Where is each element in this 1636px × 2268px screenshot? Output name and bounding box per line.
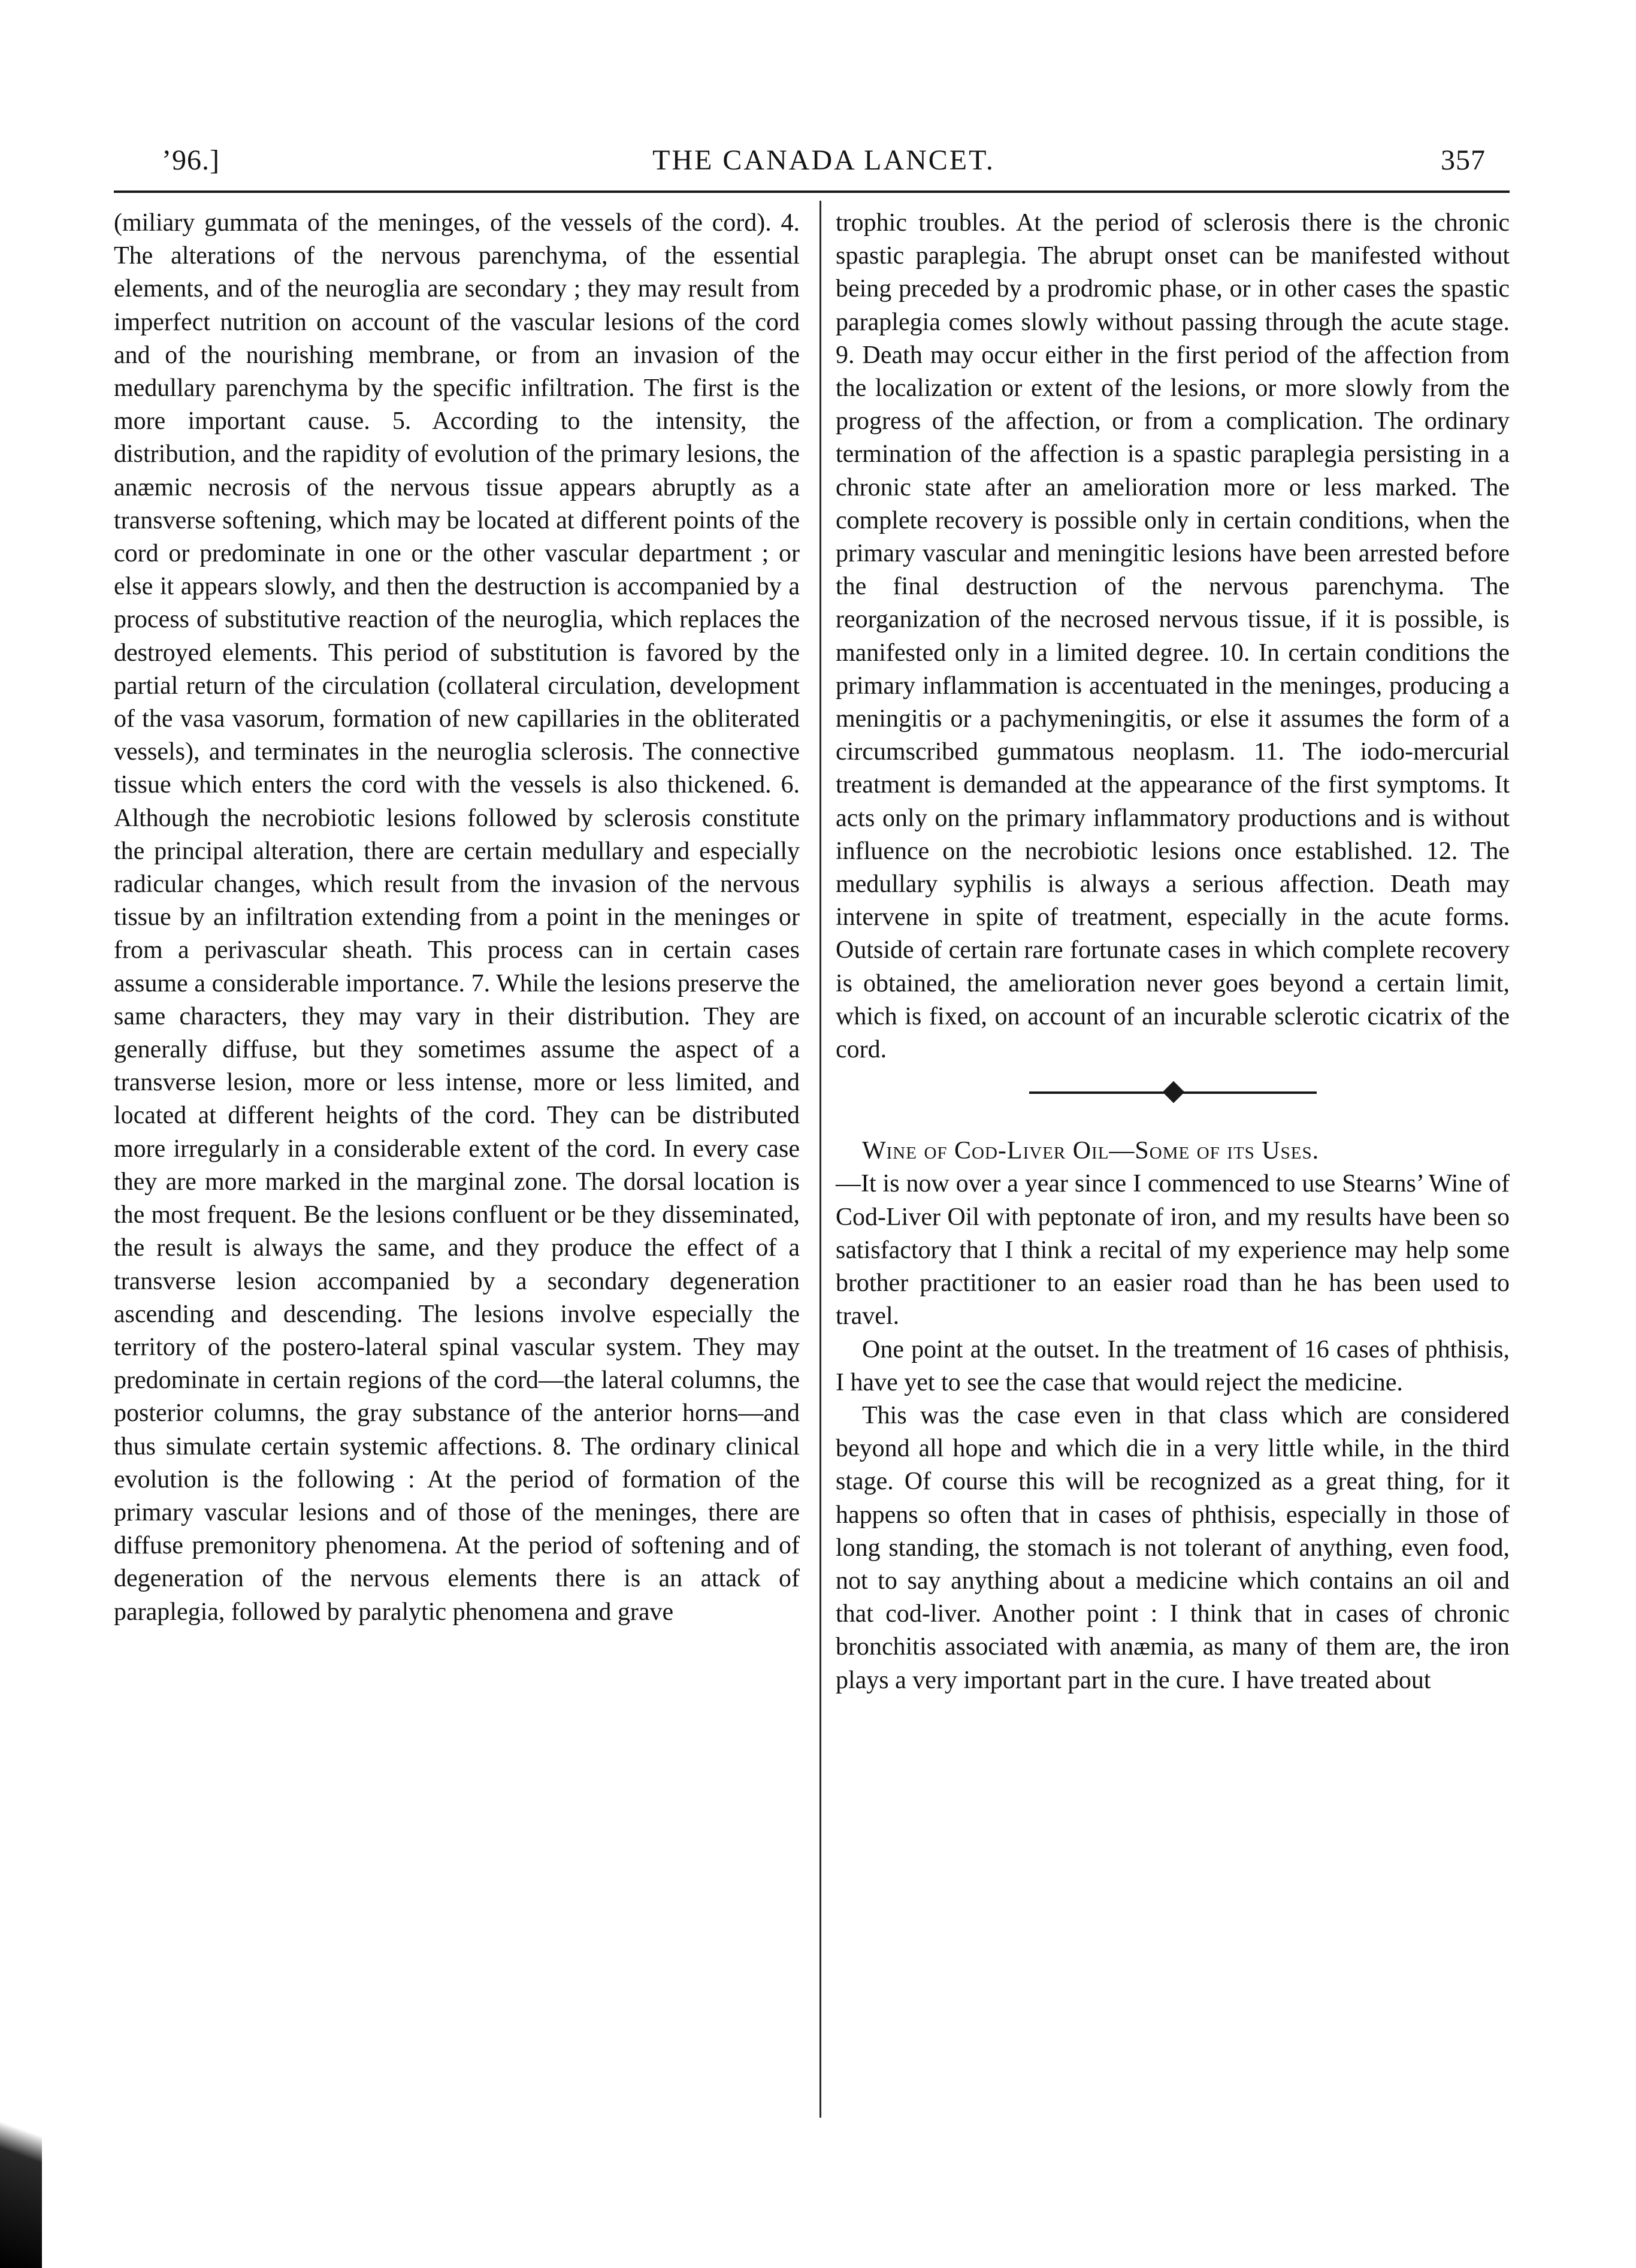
page-header (162, 144, 1486, 192)
right-column (836, 207, 1510, 1697)
left-column (114, 207, 800, 1629)
page-number: 357 (1441, 144, 1486, 176)
journal-title: THE CANADA LANCET. (652, 144, 995, 176)
separator-ornament (1162, 1081, 1184, 1103)
section-separator (1029, 1075, 1317, 1111)
scan-shadow-edge (0, 2016, 42, 2268)
article-paragraph-2: One point at the outset. In the treatment of 16 cases of phthisis, I have yet to see the case that would reject the medicine. (836, 1335, 1510, 1396)
article-title: Wine of Cod-Liver Oil—Some of its Uses. (862, 1137, 1320, 1165)
left-column-text: (miliary gummata of the meninges, of the vessels of the cord). 4. The alterations of the nervous parenchyma, of the essential elements, and of the neuroglia are secondary ; they may result from imperfect nutrition on account of the vascular lesions of the cord and of the nourishing membrane, or from an invasion of the medullary parenchyma by the specific infiltration. The first is the more important cause. 5. According to the intensity, the distribution, and the rapidity of evolution of the primary lesions, the anæmic necrosis of the nervous tissue appears abruptly as a transverse softening, which may be located at different points of the cord or predominate in one or the other vascular department ; or else it appears slowly, and then the destruction is accompanied by a process of substitutive reaction of the neuroglia, which replaces the destroyed elements. This period of substitution is favored by the partial return of the circulation (collateral circulation, development of the vasa vasorum, formation of new capillaries in the obliterated vessels), and terminates in the neuroglia sclerosis. The connective tissue which enters the cord with the vessels is also thickened. 6. Although the necrobiotic lesions followed by sclerosis constitute the principal alteration, there are certain medullary and especially radicular changes, which result from the invasion of the nervous tissue by an infiltration extending from a point in the meninges or from a perivascular sheath. This process can in certain cases assume a considerable importance. 7. While the lesions preserve the same characters, they may vary in their distribution. They are generally diffuse, but they sometimes assume the aspect of a transverse lesion, more or less intense, more or less limited, and located at different heights of the cord. They can be distributed more irregularly in a considerable extent of the cord. In every case they are more marked in the marginal zone. The dorsal location is the most frequent. Be the lesions confluent or be they disseminated, the result is always the same, and they produce the effect of a transverse lesion accompanied by a secondary degeneration ascending and descending. The lesions involve especially the territory of the postero-lateral spinal vascular system. They may predominate in certain regions of the cord—the lateral columns, the posterior columns, the gray substance of the anterior horns—and thus simulate certain systemic affections. 8. The ordinary clinical evolution is the following : At the period of formation of the primary vascular lesions and of those of the meninges, there are diffuse premonitory phenomena. At the period of softening and of degeneration of the nervous elements there is an attack of paraplegia, followed by paralytic phenomena and grave (114, 209, 800, 1626)
article-heading-paragraph (836, 1135, 1510, 1168)
header-rule (114, 190, 1510, 193)
continuation-text: trophic troubles. At the period of sclerosis there is the chronic spastic paraplegia. The abrupt onset can be manifested without being preceded by a prodromic phase, or in other cases the spastic paraplegia comes slowly without passing through the acute stage. 9. Death may occur either in the first period of the affection from the localization or extent of the lesions, or more slowly from the progress of the affection, or from a complication. The ordinary termination of the affection is a spastic paraplegia persisting in a chronic state after an amelioration more or less marked. The complete recovery is possible only in certain conditions, when the primary vascular and meningitic lesions have been arrested before the final destruction of the nervous parenchyma. The reorganization of the necrosed nervous tissue, if it is possible, is manifested only in a limited degree. 10. In certain conditions the primary inflammation is accentuated in the meninges, producing a meningitis or a pachymeningitis, or else it assumes the form of a circumscribed gummatous neoplasm. 11. The iodo-mercurial treatment is demanded at the appearance of the first symptoms. It acts only on the primary inflammatory productions and is without influence on the necrobiotic lesions once established. 12. The medullary syphilis is always a serious affection. Death may intervene in spite of treatment, especially in the acute forms. Outside of certain rare fortunate cases in which complete recovery is obtained, the amelioration never goes beyond a certain limit, which is fixed, on account of an incurable sclerotic cicatrix of the cord. (836, 209, 1510, 1064)
column-divider (819, 201, 821, 2118)
header-volume-mark: ’96.] (162, 144, 220, 176)
article-paragraph-3: This was the case even in that class which are considered beyond all hope and which die in a very little while, in the third stage. Of course this will be recognized as a great thing, for it happens so often that in cases of phthisis, especially in those of long standing, the stomach is not tolerant of anything, even food, not to say anything about a medicine which contains an oil and that cod-liver. Another point : I think that in cases of chronic bronchitis associated with anæmia, as many of them are, the iron plays a very important part in the cure. I have treated about (836, 1401, 1510, 1694)
article-paragraph-1: —It is now over a year since I commenced to use Stearns’ Wine of Cod-Liver Oil with peptonate of iron, and my results have been so satisfactory that I think a recital of my experience may help some brother practitioner to an easier road than he has been used to travel. (836, 1170, 1510, 1330)
